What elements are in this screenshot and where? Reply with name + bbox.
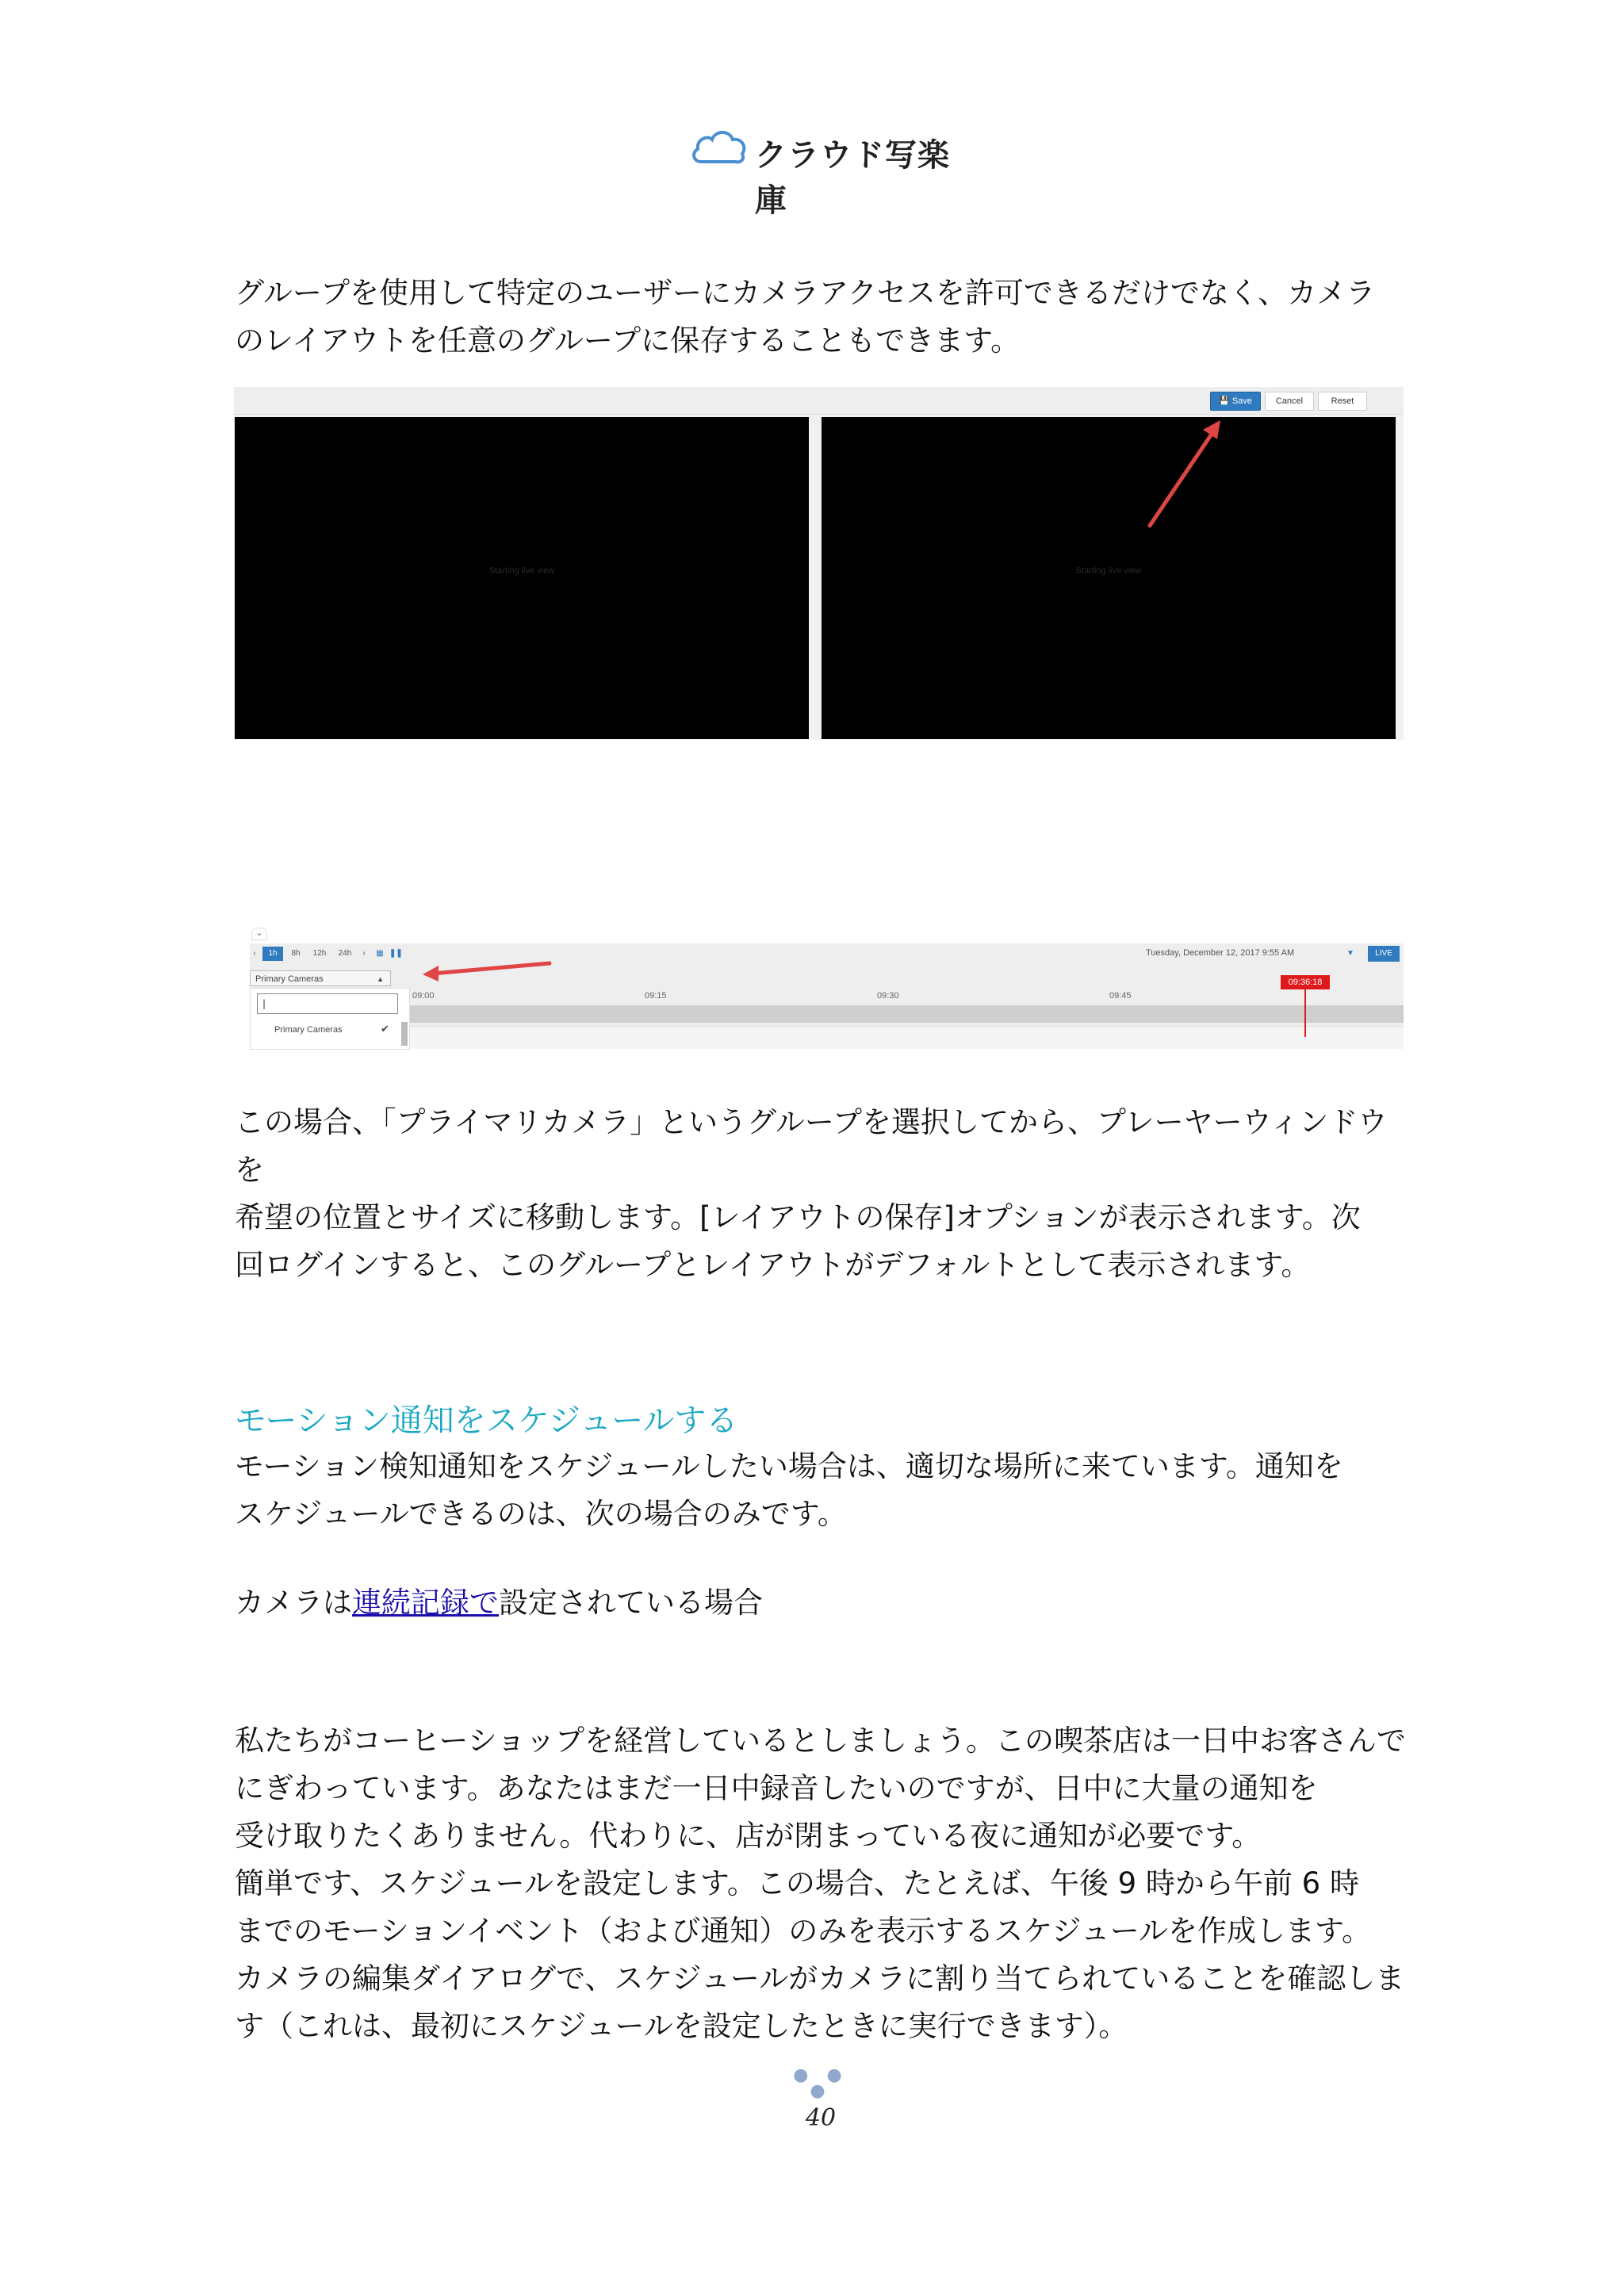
group-search-input[interactable]: | — [257, 993, 398, 1014]
annotation-arrow-save — [234, 387, 1404, 740]
time-tick: 09:00 — [412, 991, 435, 1001]
explanation-line: 回ログインすると、このグループとレイアウトがデフォルトとして表示されます。 — [235, 1248, 1311, 1282]
cancel-button[interactable]: Cancel — [1265, 392, 1314, 411]
reset-button[interactable]: Reset — [1318, 392, 1367, 411]
explanation-line: この場合、「プライマリカメラ」というグループを選択してから、プレーヤーウィンドウを — [235, 1105, 1388, 1187]
live-status: Starting live view — [1075, 566, 1142, 576]
layout-screenshot — [234, 387, 1404, 740]
live-status: Starting live view — [488, 566, 555, 576]
explanation-paragraph — [235, 1099, 1408, 1289]
page-footer — [777, 2065, 864, 2132]
live-button[interactable]: LIVE — [1368, 946, 1400, 962]
section-heading: モーション通知をスケジュールする — [235, 1402, 738, 1439]
condition-line — [235, 1579, 1408, 1627]
current-time-marker: 09:36:18 — [1281, 975, 1330, 989]
time-tick: 09:15 — [645, 991, 667, 1001]
current-datetime: Tuesday, December 12, 2017 9:55 AM — [1146, 948, 1295, 958]
range-8h-button[interactable]: 8h — [291, 949, 301, 958]
example-line: 簡単です、スケジュールを設定します。この場合、たとえば、午後 9 時から午前 6 時 — [235, 1866, 1359, 1900]
time-tick: 09:45 — [1109, 991, 1132, 1001]
explanation-line: 希望の位置とサイズに移動します。[レイアウトの保存]オプションが表示されます。次 — [235, 1200, 1361, 1234]
condition-prefix: カメラは — [235, 1586, 352, 1620]
intro-paragraph — [235, 270, 1408, 365]
example-line: 私たちがコーヒーショップを経営しているとしましょう。この喫茶店は一日中お客さんで — [235, 1724, 1407, 1758]
continuous-recording-link[interactable]: 連続記録で — [352, 1586, 499, 1620]
example-line: す（これは、最初にスケジュールを設定したときに実行できます）。 — [235, 2009, 1128, 2043]
calendar-icon[interactable]: ▦ — [376, 949, 384, 958]
example-line: 受け取りたくありません。代わりに、店が閉まっている夜に通知が必要です。 — [235, 1819, 1262, 1853]
save-label: Save — [1231, 396, 1252, 406]
caret-up-icon: ▲ — [377, 975, 384, 983]
example-paragraph — [235, 1717, 1408, 2050]
cloud-logo-icon — [690, 124, 749, 168]
collapse-icon[interactable]: ⌄ — [251, 928, 267, 940]
save-icon: 💾 — [1219, 396, 1230, 406]
section-line: スケジュールできるのは、次の場合のみです。 — [235, 1497, 847, 1531]
logo-text: クラウド写楽庫 — [755, 137, 950, 219]
footer-dots: ● ● ● — [793, 2065, 848, 2101]
annotation-arrow-group — [234, 928, 1404, 1048]
section-paragraph — [235, 1443, 1408, 1538]
section-line: モーション検知通知をスケジュールしたい場合は、適切な場所に来ています。通知を — [235, 1449, 1343, 1483]
prev-icon[interactable]: ‹ — [253, 949, 256, 958]
logo — [690, 119, 959, 219]
range-24h-button[interactable]: 24h — [338, 949, 352, 958]
timeline-screenshot — [234, 928, 1404, 1048]
time-tick: 09:30 — [877, 991, 899, 1001]
example-line: にぎわっています。あなたはまだ一日中録音したいのですが、日中に大量の通知を — [235, 1771, 1318, 1805]
range-1h-button[interactable]: 1h — [262, 947, 283, 961]
group-select-value: Primary Cameras — [255, 974, 324, 984]
pause-icon[interactable]: ❚❚ — [389, 949, 403, 958]
example-line: カメラの編集ダイアログで、スケジュールがカメラに割り当てられていることを確認しま — [235, 1961, 1405, 1996]
condition-suffix: 設定されている場合 — [499, 1586, 763, 1620]
intro-line: のレイアウトを任意のグループに保存することもできます。 — [235, 323, 1021, 358]
checkmark-icon: ✔ — [381, 1024, 389, 1035]
intro-line: グループを使用して特定のユーザーにカメラアクセスを許可できるだけでなく、カメラ — [235, 276, 1376, 310]
next-icon[interactable]: › — [362, 949, 366, 958]
filter-icon[interactable]: ▼ — [1346, 949, 1354, 958]
page-number: 40 — [805, 2104, 837, 2132]
group-option[interactable]: Primary Cameras — [274, 1025, 343, 1035]
example-line: までのモーションイベント（および通知）のみを表示するスケジュールを作成します。 — [235, 1914, 1372, 1948]
range-12h-button[interactable]: 12h — [312, 949, 327, 958]
